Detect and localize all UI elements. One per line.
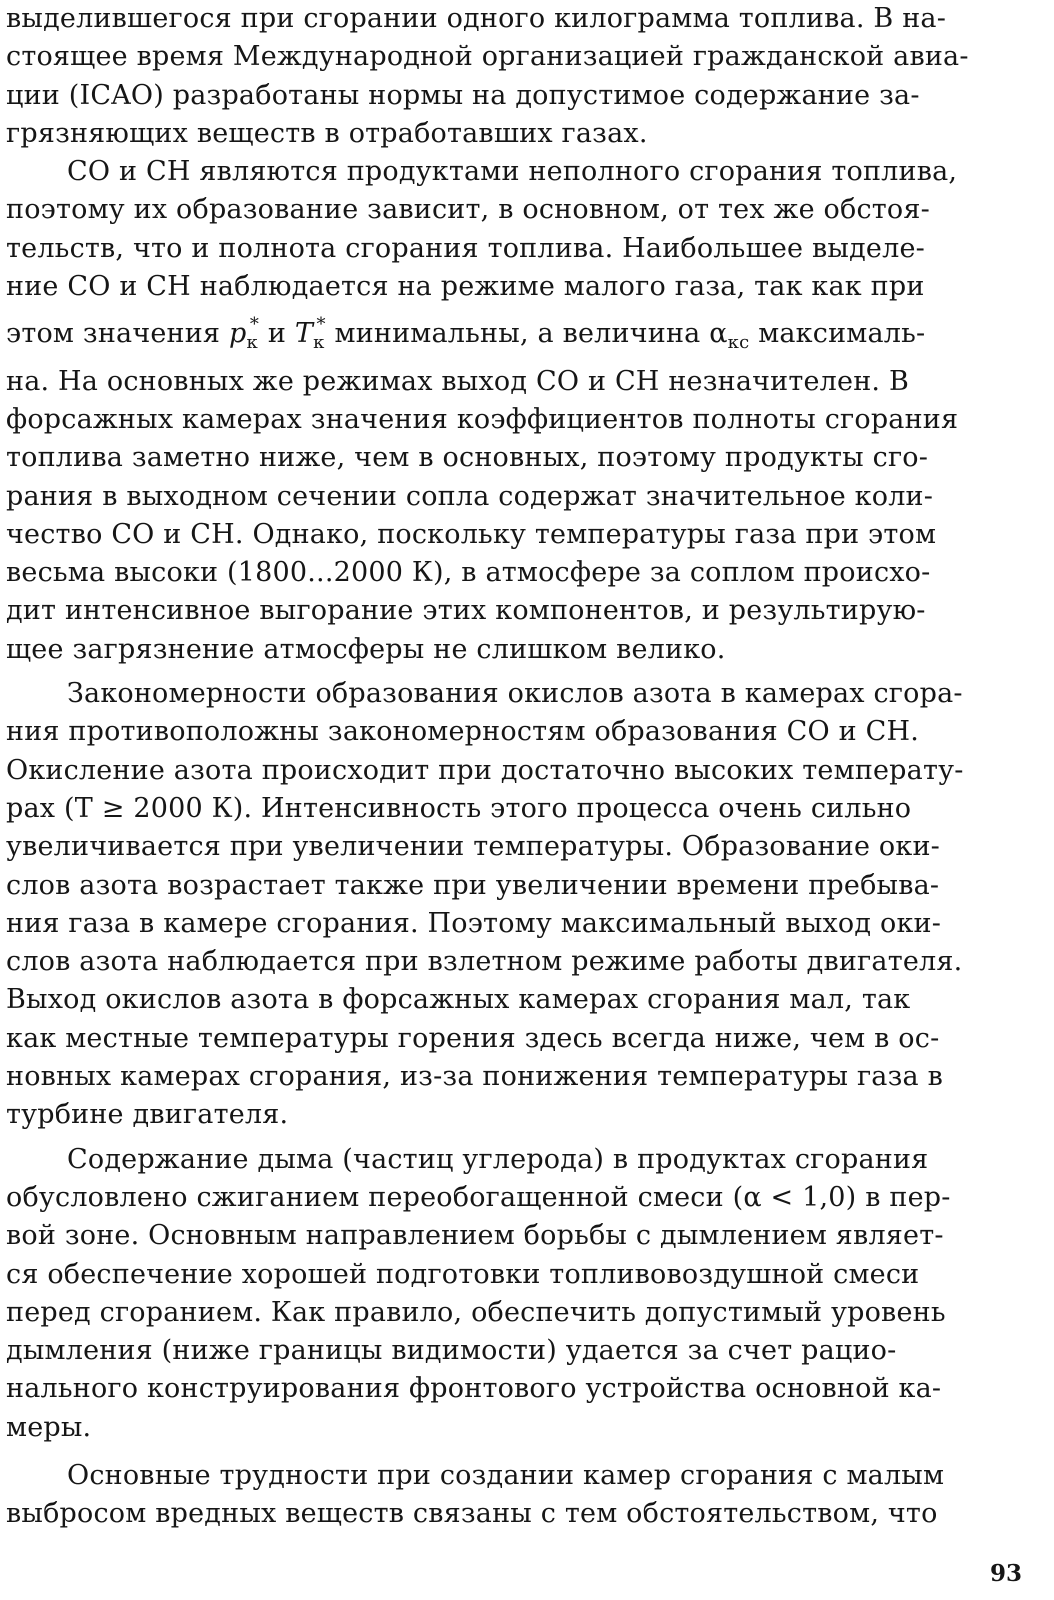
text-line: стоящее время Международной организацией гражданской авиа- — [6, 41, 969, 73]
text-line: чество СО и СН. Однако, поскольку температуры газа при этом — [6, 518, 937, 550]
temperature-subscript: к — [313, 332, 325, 354]
text-line: ние СО и СН наблюдается на режиме малого газа, так как при — [6, 271, 925, 303]
paragraph-3 — [6, 675, 1028, 1135]
text-line: турбине двигателя. — [6, 1099, 289, 1131]
text-line: слов азота наблюдается при взлетном режиме работы двигателя. — [6, 946, 963, 978]
main-text — [6, 0, 1028, 1534]
text-line: весьма высоки (1800...2000 К), в атмосфере за соплом происхо- — [6, 557, 931, 589]
math-prefix: этом значения — [6, 318, 229, 350]
math-suffix: максималь- — [749, 318, 926, 350]
text-line: на. На основных же режимах выход СО и СН незначителен. В — [6, 365, 910, 397]
text-line: рах (T ≥ 2000 К). Интенсивность этого процесса очень сильно — [6, 792, 912, 824]
text-line: вой зоне. Основным направлением борьбы с дымлением являет- — [6, 1220, 944, 1252]
text-line: поэтому их образование зависит, в основном, от тех же обстоя- — [6, 194, 930, 226]
pressure-subscript: к — [246, 332, 258, 354]
pressure-letter: p — [228, 318, 247, 350]
text-line: Окисление азота происходит при достаточно высоких температу- — [6, 754, 964, 786]
text-line: Основные трудности при создании камер сгорания с малым — [67, 1459, 945, 1491]
text-line: дымления (ниже границы видимости) удается за счет рацио- — [6, 1335, 897, 1367]
text-line: грязняющих веществ в отработавших газах. — [6, 117, 648, 149]
paragraph-4 — [6, 1141, 1028, 1447]
paragraph-2 — [6, 153, 1028, 669]
text-line: увеличивается при увеличении температуры. Образование оки- — [6, 831, 940, 863]
text-line: форсажных камерах значения коэффициентов полноты сгорания — [6, 403, 959, 435]
text-line: Выход окислов азота в форсажных камерах сгорания мал, так — [6, 984, 911, 1016]
text-line: дит интенсивное выгорание этих компонентов, и результирую- — [6, 595, 926, 627]
book-page — [6, 0, 1028, 1600]
text-line: выбросом вредных веществ связаны с тем обстоятельством, что — [6, 1498, 938, 1530]
alpha-symbol — [709, 318, 750, 354]
temperature-symbol — [294, 314, 326, 354]
pressure-superscript: * — [249, 314, 260, 336]
text-line: Закономерности образования окислов азота в камерах сгора- — [67, 678, 963, 710]
alpha-subscript: кс — [727, 332, 750, 354]
temperature-superscript: * — [316, 314, 326, 336]
text-line: СО и СН являются продуктами неполного сгорания топлива, — [67, 156, 958, 188]
text-line: меры. — [6, 1411, 92, 1443]
text-line: нального конструирования фронтового устройства основной ка- — [6, 1373, 942, 1405]
paragraph-5 — [6, 1457, 1028, 1534]
temperature-letter: T — [294, 318, 314, 350]
math-and: и — [259, 318, 295, 350]
text-line: щее загрязнение атмосферы не слишком велико. — [6, 633, 726, 665]
text-line: выделившегося при сгорании одного килограмма топлива. В на- — [6, 3, 947, 34]
text-line: ся обеспечение хорошей подготовки топливовоздушной смеси — [6, 1258, 920, 1290]
math-text-line — [6, 314, 926, 354]
text-line: ции (ICAO) разработаны нормы на допустимое содержание за- — [6, 79, 920, 111]
pressure-symbol — [228, 314, 260, 354]
text-line: как местные температуры горения здесь всегда ниже, чем в ос- — [6, 1022, 940, 1054]
text-line: обусловлено сжиганием переобогащенной смеси (α < 1,0) в пер- — [6, 1181, 951, 1213]
text-line: ния газа в камере сгорания. Поэтому максимальный выход оки- — [6, 907, 942, 939]
text-line: тельств, что и полнота сгорания топлива. Наибольшее выделе- — [6, 232, 925, 264]
page-number: 93 — [989, 1560, 1022, 1587]
text-line: рания в выходном сечении сопла содержат значительное коли- — [6, 480, 934, 512]
paragraph-1 — [6, 0, 1028, 153]
alpha-letter: α — [709, 318, 728, 350]
text-line: перед сгоранием. Как правило, обеспечить допустимый уровень — [6, 1296, 946, 1328]
text-line: новных камерах сгорания, из-за понижения температуры газа в — [6, 1061, 943, 1093]
text-line: слов азота возрастает также при увеличении времени пребыва- — [6, 869, 940, 901]
text-line: ния противоположны закономерностям образования СО и СН. — [6, 716, 920, 748]
text-line: Содержание дыма (частиц углерода) в продуктах сгорания — [67, 1143, 929, 1175]
math-middle: минимальны, а величина — [325, 318, 710, 350]
text-line: топлива заметно ниже, чем в основных, поэтому продукты сго- — [6, 442, 929, 474]
